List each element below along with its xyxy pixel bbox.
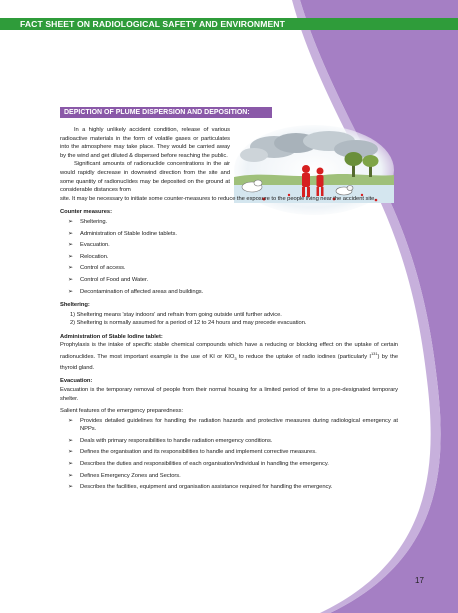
page-number: 17 [415, 576, 424, 585]
list-item: ➢ Describes the facilities, equipment and organisation assistance required for handling the emergency. [68, 484, 333, 491]
arrow-bullet-icon: ➢ [68, 417, 73, 424]
arrow-bullet-icon: ➢ [68, 242, 73, 249]
arrow-bullet-icon: ➢ [68, 472, 73, 479]
preparedness-heading: Salient features of the emergency preparedness: [60, 408, 184, 415]
countermeasures-heading: Counter measures: [60, 209, 112, 216]
arrow-bullet-icon: ➢ [68, 461, 73, 468]
sheltering-list [60, 311, 398, 328]
list-item: 2) Sheltering is normally assumed for a period of 12 to 24 hours and may precede evacuation. [70, 320, 307, 327]
list-item: ➢ Sheltering. [68, 218, 108, 225]
list-item: 1) Sheltering means 'stay indoors' and refrain from going outside until further advice. [70, 311, 282, 318]
list-item: ➢ Describes the duties and responsibilities of each organisation/individual in handling the emergency. [68, 461, 329, 468]
arrow-bullet-icon: ➢ [68, 276, 73, 283]
sheltering-heading: Sheltering: [60, 302, 90, 309]
intro-paragraph-2-continued: site. It may be necessary to initiate some counter-measures to reduce the exposure to the people living near the accident site. [60, 195, 376, 202]
list-item: ➢ Relocation. [68, 253, 109, 260]
page-header-title: FACT SHEET ON RADIOLOGICAL SAFETY AND ENVIRONMENT [20, 19, 285, 29]
arrow-bullet-icon: ➢ [68, 437, 73, 444]
list-item: ➢ Provides detailed guidelines for handling the radiation hazards and protective measures during radiological emergency at NPPs. [68, 417, 398, 433]
list-item: ➢ Decontamination of affected areas and buildings. [68, 288, 204, 295]
iodine-paragraph: Prophylaxis is the intake of specific stable chemical compounds which have a reducing or blocking effect on the uptake of certain radionuclides. The most important example is the use of KI or $KIO_3$ to reduce the uptake of radio iodines (particularly $I^{131}$) by the thyroid gland. [60, 342, 398, 371]
arrow-bullet-icon: ➢ [68, 230, 73, 237]
main-content [60, 126, 398, 495]
preparedness-list [60, 417, 398, 492]
intro-paragraph-2: Significant amounts of radionuclide concentrations in the air would rapidly decrease in downwind direction from the site and some quantity of radionuclides may be deposited on the ground at considerable distances from [60, 161, 230, 194]
intro-paragraph-1: In a highly unlikely accident condition, release of various radioactive materials in the form of volatile gases or particulates into the atmosphere may take place. They would be carried away by the wind and get diluted & dispersed before reaching the public. [60, 127, 230, 159]
list-item: ➢ Evacuation. [68, 242, 110, 249]
list-item: ➢ Control of access. [68, 265, 126, 272]
arrow-bullet-icon: ➢ [68, 449, 73, 456]
evacuation-paragraph: Evacuation is the temporary removal of people from their normal housing for a limited period of time to a pre-designated temporary shelter. [60, 386, 398, 402]
evacuation-heading: Evacuation: [60, 378, 93, 385]
arrow-bullet-icon: ➢ [68, 253, 73, 260]
iodine-heading: Administration of Stable Iodine tablet: [60, 333, 163, 340]
arrow-bullet-icon: ➢ [68, 265, 73, 272]
list-item: ➢ Administration of Stable Iodine tablets. [68, 230, 177, 237]
arrow-bullet-icon: ➢ [68, 288, 73, 295]
section-title: DEPICTION OF PLUME DISPERSION AND DEPOSITION: [64, 109, 250, 116]
list-item: ➢ Defines Emergency Zones and Sectors. [68, 472, 181, 479]
list-item: ➢ Defines the organisation and its responsibilities to handle and implement corrective measures. [68, 449, 317, 456]
list-item: ➢ Deals with primary responsibilities to handle radiation emergency conditions. [68, 437, 273, 444]
arrow-bullet-icon: ➢ [68, 218, 73, 225]
arrow-bullet-icon: ➢ [68, 484, 73, 491]
countermeasures-list [60, 218, 398, 296]
list-item: ➢ Control of Food and Water. [68, 276, 149, 283]
